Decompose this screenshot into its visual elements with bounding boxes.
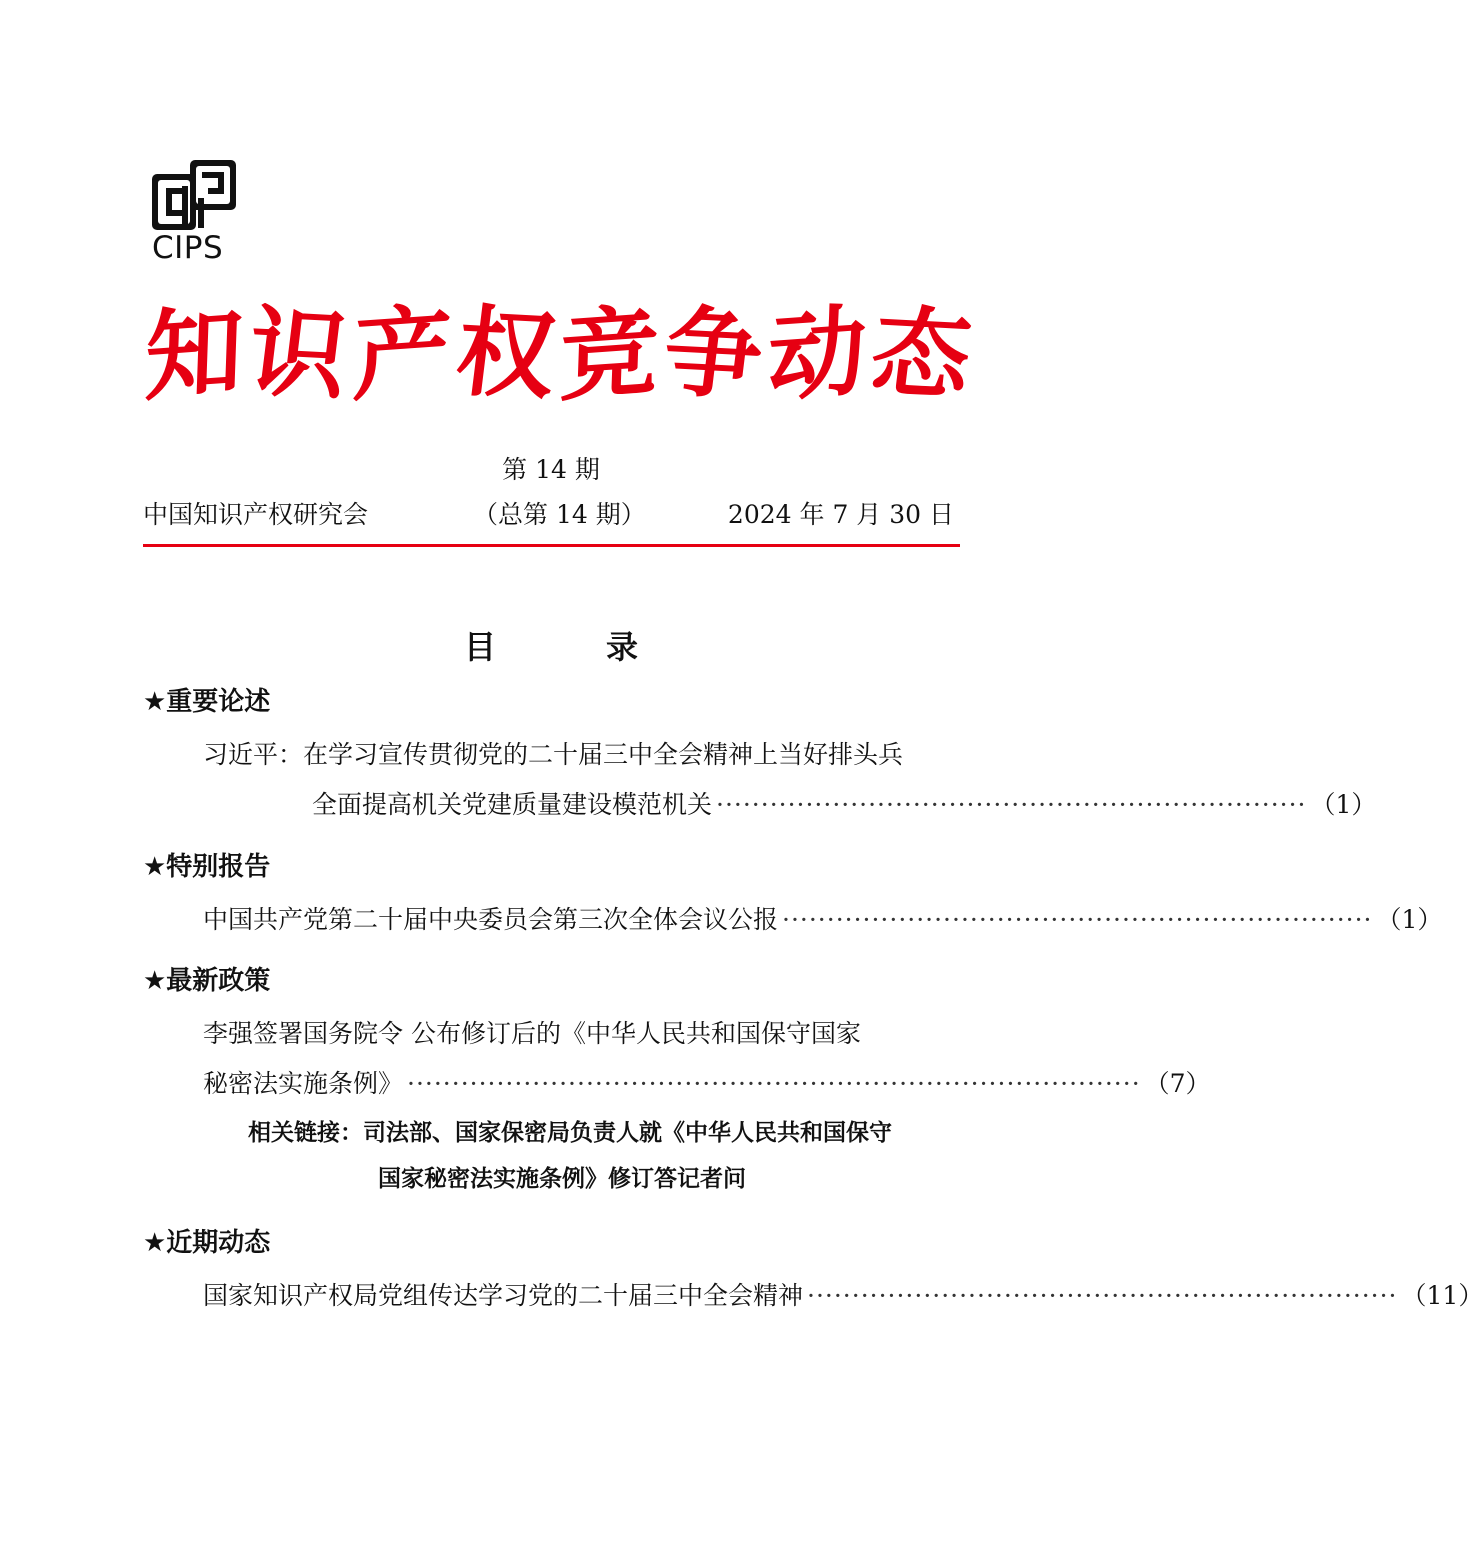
toc-entry[interactable] xyxy=(203,1064,1211,1100)
related-link-line[interactable]: 相关链接：司法部、国家保密局负责人就《中华人民共和国保守 xyxy=(248,1119,892,1146)
dot-leader: ·················································································· xyxy=(407,1069,1141,1098)
issue-number: 第 14 期 xyxy=(502,455,600,484)
issue-info-row xyxy=(143,495,958,531)
cips-logo-icon xyxy=(150,158,240,234)
masthead-char: 知 xyxy=(143,293,245,416)
section-heading: ★近期动态 xyxy=(143,1228,271,1258)
dot-leader: ·································································· xyxy=(782,905,1373,934)
toc-title xyxy=(0,622,1102,668)
masthead-char: 动 xyxy=(766,293,868,416)
toc-title-right: 录 xyxy=(606,628,639,666)
cips-logo-text: CIPS xyxy=(152,230,224,266)
cips-logo xyxy=(150,158,240,268)
section-heading: ★特别报告 xyxy=(143,852,271,882)
toc-entry-line[interactable]: 习近平：在学习宣传贯彻党的二十届三中全会精神上当好排头兵 xyxy=(203,740,904,769)
toc-entry-line: 全面提高机关党建质量建设模范机关 xyxy=(312,790,713,819)
toc-entry-line: 国家知识产权局党组传达学习党的二十届三中全会精神 xyxy=(203,1281,804,1310)
toc-entry-line[interactable]: 李强签署国务院令 公布修订后的《中华人民共和国保守国家 xyxy=(203,1019,861,1048)
masthead-char: 竞 xyxy=(558,293,661,416)
toc-entry[interactable] xyxy=(312,785,1377,821)
masthead-char: 态 xyxy=(865,295,977,414)
page-number: （11） xyxy=(1401,1281,1483,1310)
page-number: （1） xyxy=(1376,905,1443,934)
toc-entry-line: 秘密法实施条例》 xyxy=(203,1069,404,1098)
section-heading: ★重要论述 xyxy=(143,687,271,717)
dot-leader: ·································································· xyxy=(716,790,1307,819)
issue-date: 2024 年 7 月 30 日 xyxy=(727,500,954,529)
masthead-char: 产 xyxy=(350,293,453,416)
page-number: （1） xyxy=(1310,790,1377,819)
page-number: （7） xyxy=(1144,1069,1211,1098)
masthead-title xyxy=(143,292,977,417)
toc-title-left: 目 xyxy=(463,628,496,666)
toc-entry[interactable] xyxy=(203,1276,1483,1312)
header-divider xyxy=(143,544,960,547)
masthead-char: 权 xyxy=(449,295,562,414)
toc-entry[interactable] xyxy=(203,900,1443,936)
organization-name: 中国知识产权研究会 xyxy=(143,500,369,529)
masthead-char: 争 xyxy=(657,295,770,414)
masthead-char: 识 xyxy=(241,295,354,414)
dot-leader: ·································································· xyxy=(807,1281,1398,1310)
total-issue-number: （总第 14 期） xyxy=(473,500,646,529)
section-heading: ★最新政策 xyxy=(143,966,271,996)
toc-entry-line: 中国共产党第二十届中央委员会第三次全体会议公报 xyxy=(203,905,779,934)
related-link-line[interactable]: 国家秘密法实施条例》修订答记者问 xyxy=(378,1165,746,1192)
